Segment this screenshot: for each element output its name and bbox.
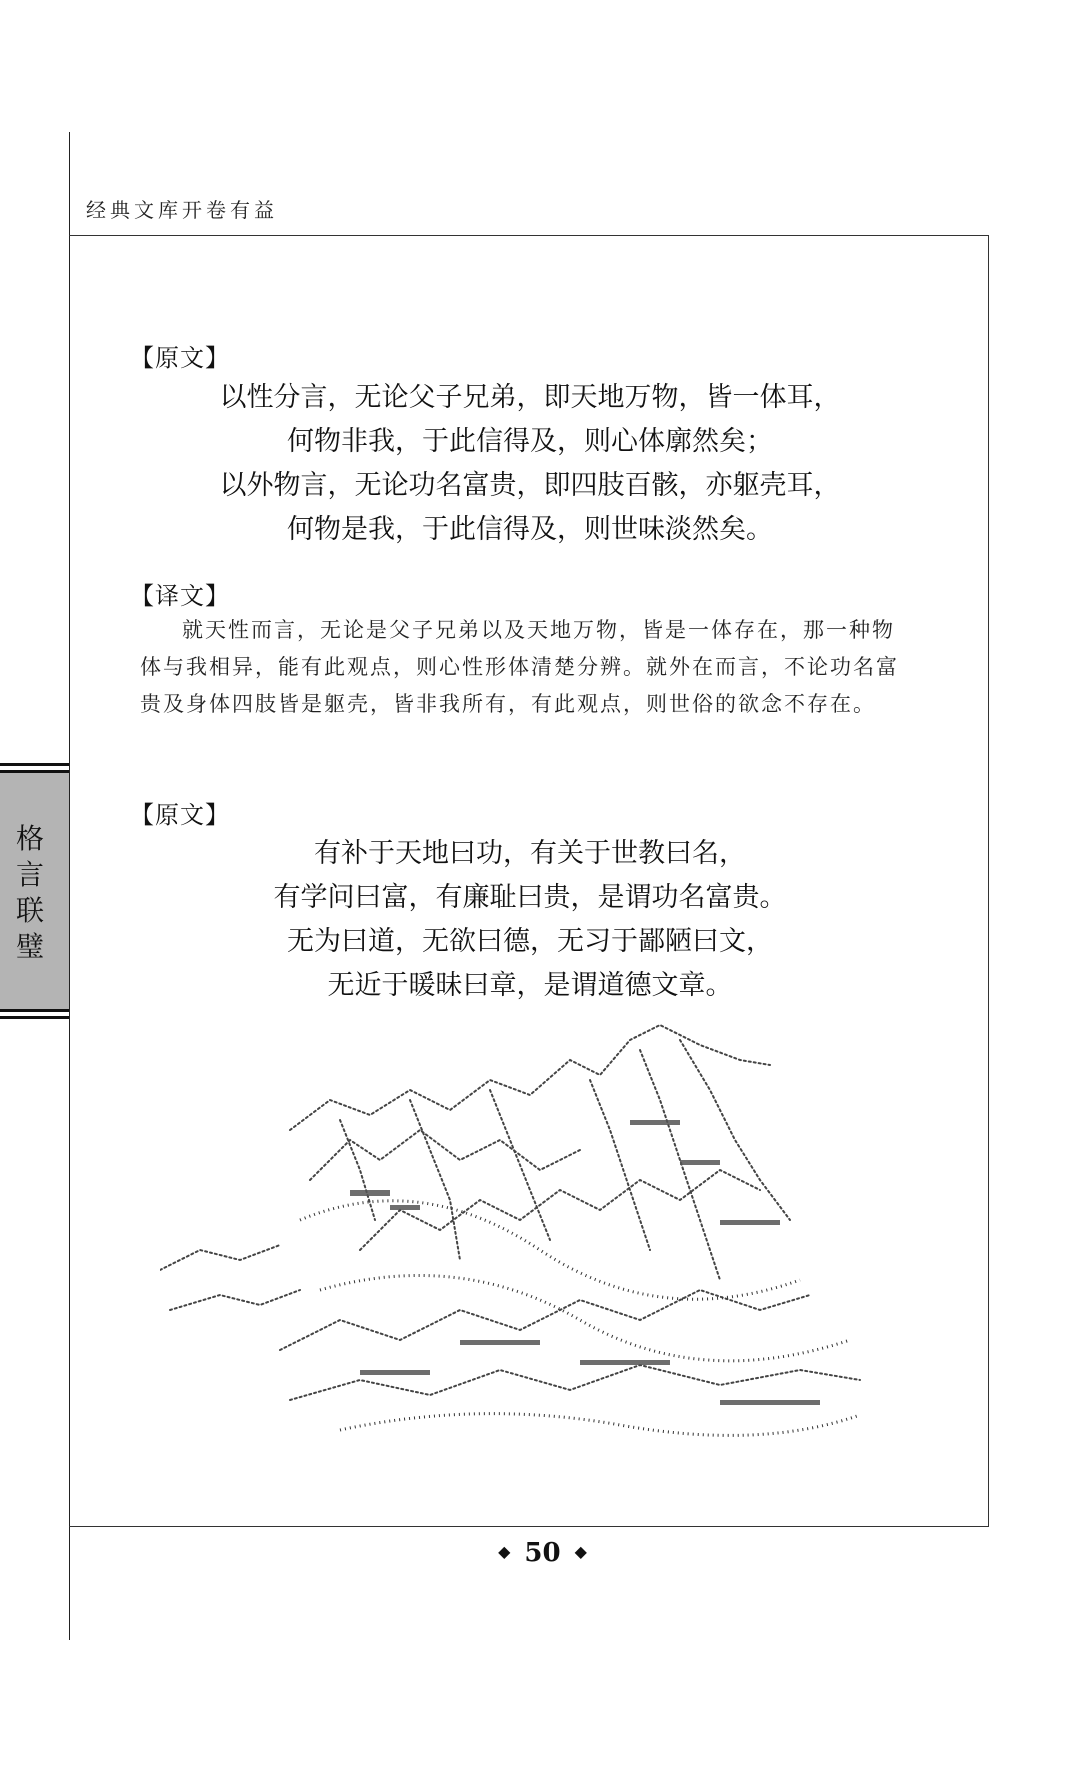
tab-char: 璧: [15, 930, 44, 963]
original-text-2: [70, 832, 990, 1008]
verse-line: 有补于天地曰功，有关于世教曰名，: [314, 838, 746, 869]
diamond-ornament-icon: ◆: [574, 1542, 587, 1561]
page-number: [0, 1538, 1085, 1568]
tab-char: 格: [15, 822, 44, 855]
verse-line: 以外物言，无论功名富贵，即四肢百骸，亦躯壳耳，: [219, 470, 841, 501]
tab-bottom-rule: [0, 1009, 69, 1019]
verse-line: 有学问曰富，有廉耻曰贵，是谓功名富贵。: [273, 882, 787, 913]
verse-line: 何物是我，于此信得及，则世味淡然矣。: [287, 514, 773, 545]
translation-paragraph: 就天性而言，无论是父子兄弟以及天地万物，皆是一体存在，那一种物体与我相异，能有此观点，则心性形体清楚分辨。就外在而言，不论功名富贵及身体四肢皆是躯壳，皆非我所有，有此观点，则世俗的欲念不存在。: [140, 618, 899, 716]
tab-char: 联: [15, 894, 44, 927]
verse-line: 无为曰道，无欲曰德，无习于鄙陋曰文，: [287, 926, 773, 957]
section-heading-translation: 【译文】: [130, 582, 230, 610]
tab-top-rule: [0, 763, 69, 773]
verse-line: 无近于暖昧曰章，是谓道德文章。: [327, 970, 733, 1001]
tab-char: 言: [15, 858, 44, 891]
page-number-value: 50: [524, 1538, 561, 1568]
verse-line: 以性分言，无论父子兄弟，即天地万物，皆一体耳，: [219, 382, 841, 413]
section-heading-original-1: 【原文】: [130, 344, 230, 372]
mountain-landscape-illustration: [160, 1020, 870, 1450]
series-title: 经典文库开卷有益: [86, 198, 278, 222]
diamond-ornament-icon: ◆: [498, 1542, 511, 1561]
chapter-title-vertical: [0, 821, 60, 965]
chapter-side-tab: [0, 773, 69, 1009]
section-heading-original-2: 【原文】: [130, 801, 230, 829]
original-text-1: [70, 376, 990, 552]
verse-line: 何物非我，于此信得及，则心体廓然矣；: [287, 426, 773, 457]
